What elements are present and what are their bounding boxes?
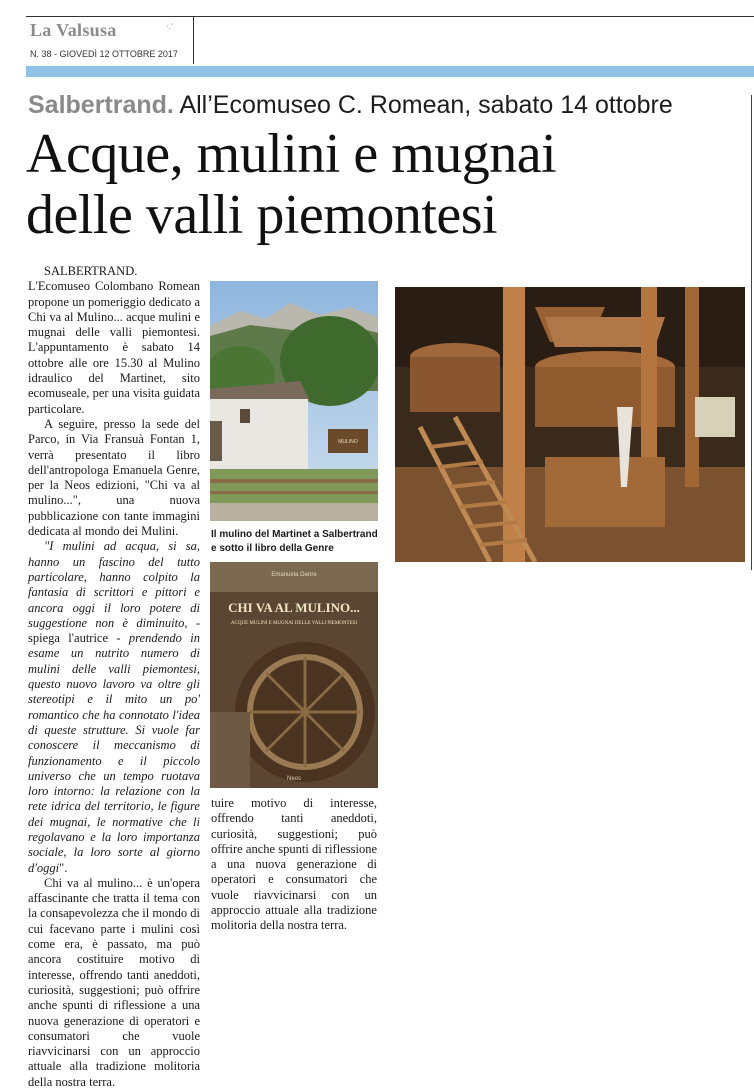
- book-cover-image: [210, 562, 378, 788]
- quote-part-b: prendendo in esame un nutrito numero di mulini delle valli piemontesi, questo nuovo lavoro va oltre gli stereotipi e il mito un po' romantico che ha connotato l'idea di queste strutture. Si vuole far conoscere il meccanismo di funzionamento e il piccolo universo che un tempo ruotava loro intorno: la relazione con la rete idrica del territorio, le figure dei mugnai, le normative che li regolavano e la loro importanza sociale, la loro sorte al giorno d'oggi: [28, 631, 200, 875]
- quote-end: ".: [59, 860, 68, 875]
- kicker-place: Salbertrand.: [28, 91, 174, 119]
- paragraph-intro: SALBERTRAND. L'Ecomuseo Colombano Romean propone un pomeriggio dedicato a Chi va al Mulino... acque mulini e mugnai delle valli piemontesi. L'appuntamento è sabato 14 ottobre alle ore 15.30 al Mulino idraulico del Martinet, sito ecomuseale, per una visita guidata particolare.: [28, 264, 200, 416]
- book-publisher: Neos: [286, 776, 302, 782]
- kicker-text: All’Ecomuseo C. Romean, sabato 14 ottobre: [179, 91, 673, 119]
- mill-building-image: [210, 281, 378, 521]
- paragraph-presentation: A seguire, presso la sede del Parco, in Via Fransuà Fontan 1, verrà presentato il libro dell'antropologa Emanuela Genre, per la Neos edizioni, "Chi va al mulino...", una nuova pubblicazione con tante immagini dedicata al mondo dei Mulini.: [28, 416, 200, 539]
- headline-line-2: delle valli piemontesi: [26, 184, 498, 246]
- mill-interior-image: [395, 287, 745, 562]
- mill-interior-photo: [395, 287, 745, 562]
- masthead-rule: [194, 16, 754, 17]
- paragraph-continuation: tuire motivo di interesse, offrendo tanti aneddoti, curiosità, suggestioni; può offrire anche spunti di riflessione a una nuova generazione di operatori e consumatori che vuole riavvicinarsi con un approccio attuale alla tradizione molitoria della nostra terra.: [211, 796, 377, 933]
- book-author: Emanuela Genre: [271, 572, 317, 578]
- kicker: [28, 91, 673, 120]
- book-subtitle: ACQUE MULINI E MUGNAI DELLE VALLI PIEMONTESI: [230, 621, 358, 626]
- headline-line-1: Acque, mulini e mugnai: [26, 123, 557, 185]
- masthead-ornament: ·.¨: [166, 22, 174, 31]
- headline: [26, 124, 746, 246]
- issue-line: N. 38 - GIOVEDÌ 12 OTTOBRE 2017: [30, 49, 178, 59]
- book-cover-photo: [210, 562, 378, 788]
- svg-text:MULINO: MULINO: [338, 439, 358, 445]
- photo-caption: Il mulino del Martinet a Salbertrand e sotto il libro della Genre: [211, 529, 378, 554]
- book-title: CHI VA AL MULINO...: [228, 600, 360, 615]
- article-column-2: [211, 796, 377, 934]
- mill-building-photo: [210, 281, 378, 521]
- quote-attribution: - spiega l'autrice -: [28, 615, 200, 646]
- paragraph-closing: Chi va al mulino... è un'opera affascinante che tratta il tema con la consapevolezza che il mondo di cui facevano parte i mulini così come era, è passato, ma può ancora costituire motivo di interesse, offrendo tanti aneddoti, curiosità, suggestioni; può offrire anche spunti di riflessione a una nuova generazione di operatori e consumatori che vuole riavvicinarsi con un approccio attuale alla tradizione molitoria della nostra terra.: [28, 875, 200, 1089]
- column-rule: [751, 95, 752, 570]
- article-column-1: [28, 264, 200, 1090]
- newspaper-name: La Valsusa: [30, 20, 117, 40]
- quote-part-a: "I mulini ad acqua, si sa, hanno un fascino del tutto particolare, hanno colpito la fantasia di scrittori e pittori e ancora oggi il loro potere di suggestione non è diminuito,: [28, 539, 200, 630]
- paragraph-quote: [28, 539, 200, 876]
- accent-bar: [26, 66, 754, 77]
